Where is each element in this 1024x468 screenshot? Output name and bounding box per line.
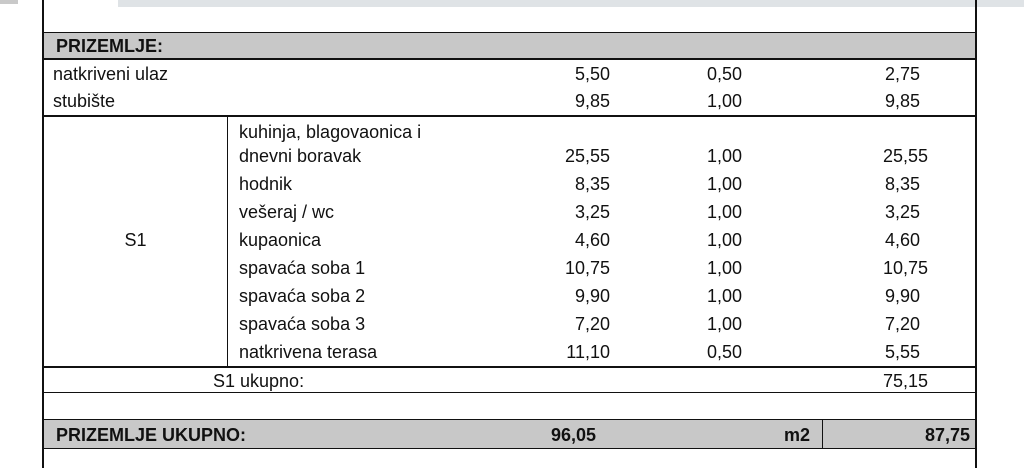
room-result: 2,75 [884, 64, 920, 84]
grand-total-unit: m2 [784, 425, 811, 445]
room-area: 3,25 [574, 202, 610, 222]
room-result: 7,20 [884, 314, 920, 334]
grand-total-label: PRIZEMLJE UKUPNO: [56, 425, 247, 445]
room-name: spavaća soba 2 [239, 286, 366, 306]
unit-total-value: 75,15 [882, 371, 928, 391]
room-area: 7,20 [574, 314, 610, 334]
room-result: 8,35 [884, 174, 920, 194]
room-result: 25,55 [882, 146, 928, 166]
room-name: vešeraj / wc [239, 202, 335, 222]
room-result: 5,55 [884, 342, 920, 362]
room-name: hodnik [239, 174, 293, 194]
grand-total-bottom-line [42, 448, 977, 449]
room-result: 3,25 [884, 202, 920, 222]
room-coefficient: 0,50 [706, 64, 742, 84]
unit-label: S1 [124, 230, 147, 250]
room-result: 4,60 [884, 230, 920, 250]
row-divider [42, 366, 977, 368]
grand-total-top-line [42, 419, 977, 420]
table-right-border [975, 0, 977, 468]
row-divider [42, 392, 977, 393]
room-coefficient: 0,50 [706, 342, 742, 362]
room-name: spavaća soba 1 [239, 258, 366, 278]
room-result: 9,85 [884, 91, 920, 111]
room-coefficient: 1,00 [706, 146, 742, 166]
room-area: 8,35 [574, 174, 610, 194]
room-name: natkrivena terasa [239, 342, 378, 362]
room-name: kuhinja, blagovaonica i [239, 122, 422, 142]
room-area: 4,60 [574, 230, 610, 250]
room-coefficient: 1,00 [706, 174, 742, 194]
section-header-top-line [42, 32, 977, 33]
room-name: spavaća soba 3 [239, 314, 366, 334]
room-area: 25,55 [564, 146, 610, 166]
unit-label-divider [227, 115, 228, 367]
section-header-bottom-line [42, 58, 977, 60]
section-title: PRIZEMLJE: [56, 36, 164, 56]
room-result: 9,90 [884, 286, 920, 306]
grand-total-area: 96,05 [550, 425, 596, 445]
room-name: dnevni boravak [239, 146, 362, 166]
room-area: 9,90 [574, 286, 610, 306]
row-divider [42, 115, 977, 117]
section-header-band [44, 32, 975, 58]
room-name: stubište [53, 91, 116, 111]
room-area: 9,85 [574, 91, 610, 111]
unit-total-label: S1 ukupno: [213, 371, 305, 391]
room-area: 11,10 [566, 342, 610, 362]
room-coefficient: 1,00 [706, 230, 742, 250]
room-coefficient: 1,00 [706, 286, 742, 306]
room-coefficient: 1,00 [706, 314, 742, 334]
room-coefficient: 1,00 [706, 258, 742, 278]
room-name: kupaonica [239, 230, 322, 250]
room-area: 5,50 [574, 64, 610, 84]
room-coefficient: 1,00 [706, 202, 742, 222]
room-result: 10,75 [882, 258, 928, 278]
room-area: 10,75 [564, 258, 610, 278]
grand-total-value: 87,75 [924, 425, 970, 445]
room-coefficient: 1,00 [706, 91, 742, 111]
grand-total-value-box-left [822, 419, 823, 448]
room-name: natkriveni ulaz [53, 64, 169, 84]
